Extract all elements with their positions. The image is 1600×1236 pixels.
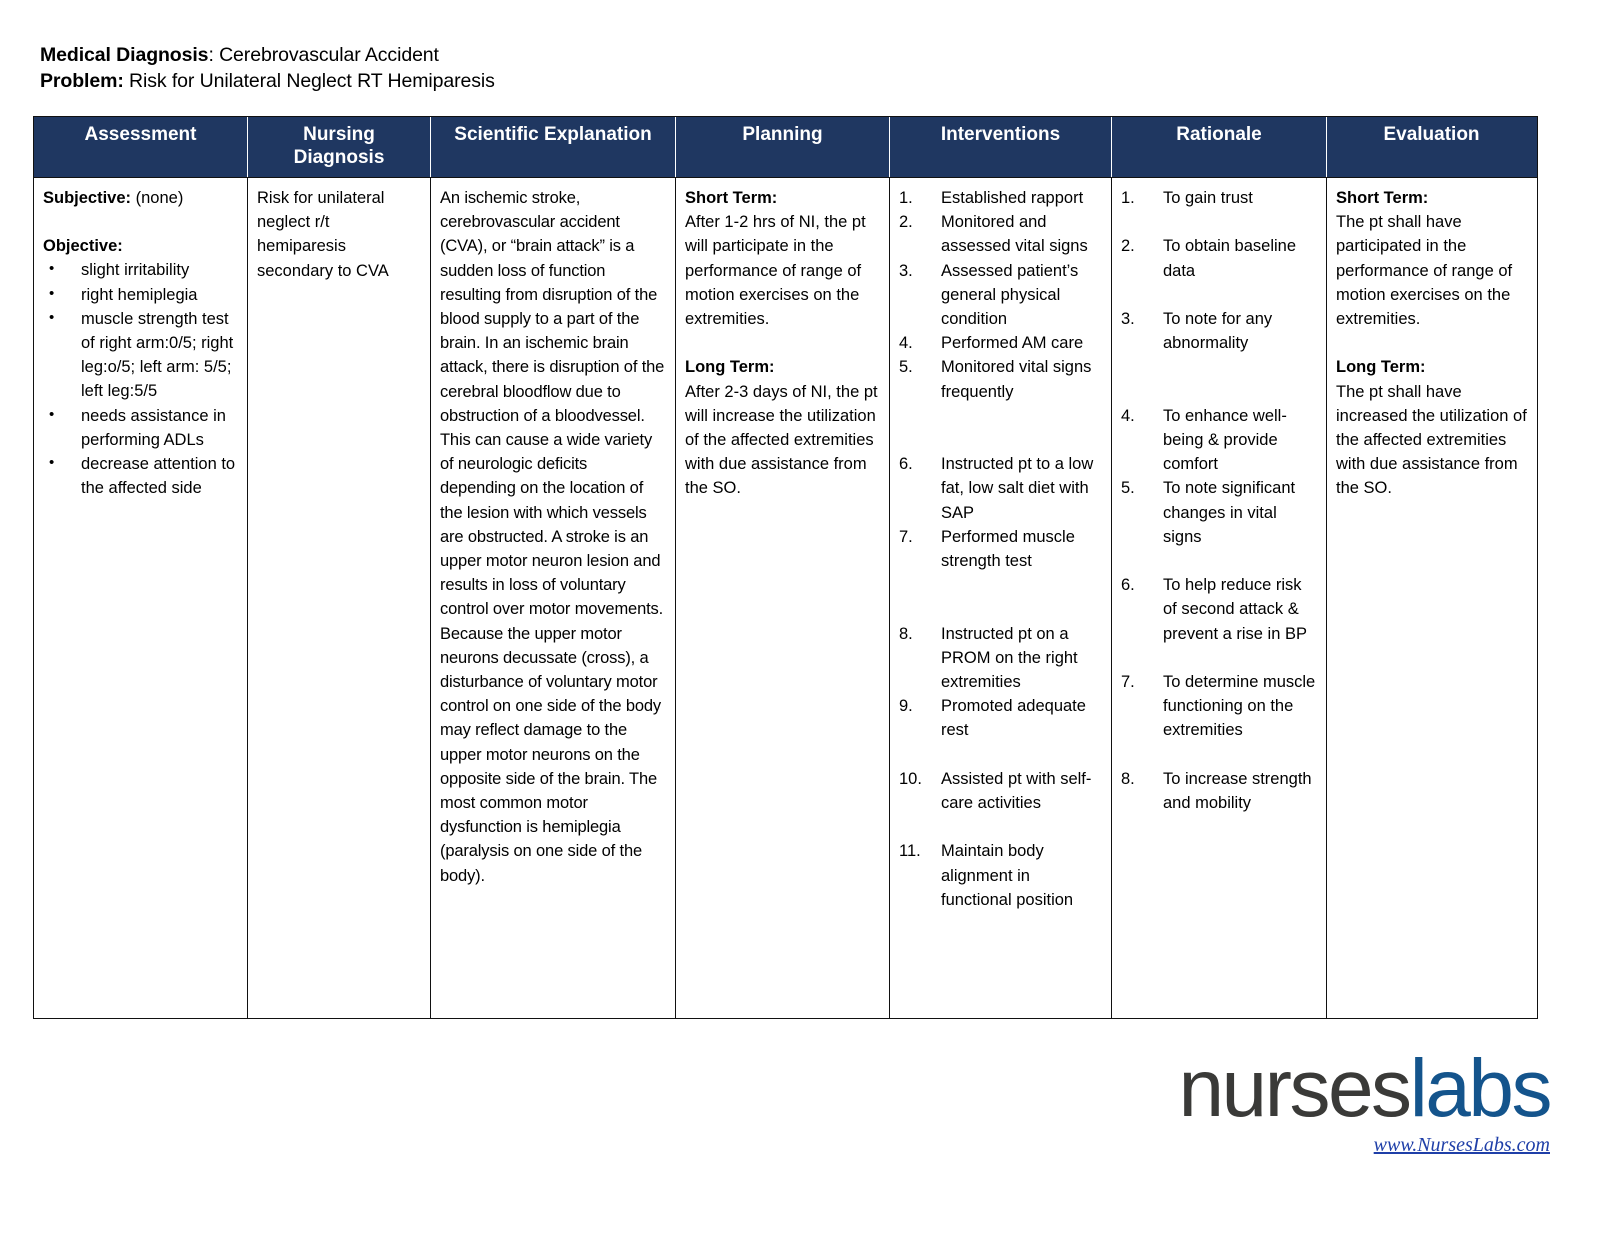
list-item-text: Assessed patient’s general physical condition xyxy=(941,261,1079,329)
wordmark-labs: labs xyxy=(1409,1043,1550,1134)
cell-evaluation xyxy=(1327,178,1536,1018)
nursing-diagnosis-text: Risk for unilateral neglect r/t hemiparesis secondary to CVA xyxy=(257,189,389,280)
list-item-text: Instructed pt to a low fat, low salt diet with SAP xyxy=(941,455,1094,522)
evaluation-long-term-text: The pt shall have increased the utilization of the affected extremities with due assistance from the SO. xyxy=(1336,382,1527,498)
table-body-row xyxy=(34,177,1537,1018)
list-item xyxy=(899,186,1102,210)
list-item-number: 7. xyxy=(1121,672,1135,691)
list-item-text: To enhance well-being & provide comfort xyxy=(1163,406,1287,474)
list-item-text: To determine muscle functioning on the extremities xyxy=(1163,672,1316,740)
planning-long-term-text: After 2-3 days of NI, the pt will increase the utilization of the affected extremities with due assistance from the SO. xyxy=(685,382,878,498)
list-item xyxy=(1121,186,1317,210)
list-item-number: 5. xyxy=(1121,479,1135,498)
list-item-text: Promoted adequate rest xyxy=(941,697,1086,740)
planning-short-term-group xyxy=(685,186,880,331)
list-item xyxy=(899,452,1102,525)
evaluation-short-term-label: Short Term: xyxy=(1336,189,1429,207)
medical-diagnosis-value: Cerebrovascular Accident xyxy=(219,44,439,66)
planning-long-term-label: Long Term: xyxy=(685,358,775,377)
column-header-planning-label: Planning xyxy=(742,124,823,145)
list-item-text: Assisted pt with self-care activities xyxy=(941,769,1092,813)
evaluation-long-term-label: Long Term: xyxy=(1336,358,1426,377)
cell-nursing-diagnosis xyxy=(248,178,431,1018)
list-item-text: Instructed pt on a PROM on the right extremities xyxy=(941,624,1078,692)
list-item: • slight irritability xyxy=(43,258,238,282)
list-item xyxy=(1121,767,1317,815)
list-item: • needs assistance in performing ADLs xyxy=(43,404,238,452)
scientific-explanation-text: An ischemic stroke, cerebrovascular accident (CVA), or “brain attack” is a sudden loss of function resulting from disruption of the blood supply to a part of the brain. In an ischemic brain attack, there is disruption of the cerebral bloodflow due to obstruction of a bloodvessel. This can cause a wide variety of neurologic deficits depending on the location of the lesion with which vessels are obstructed. A stroke is an upper motor neuron lesion and results in loss of voluntary control over motor movements. Because the upper motor neurons decussate (cross), a disturbance of voluntary motor control on one side of the body may reflect damage to the upper motor neurons on the opposite side of the brain. The most common motor dysfunction is hemiplegia (paralysis on one side of the body). xyxy=(440,189,665,885)
list-item-text: Performed muscle strength test xyxy=(941,527,1075,571)
column-header-assessment xyxy=(34,117,248,177)
list-item-number: 10. xyxy=(899,769,922,788)
list-item xyxy=(1121,476,1317,549)
list-item xyxy=(899,839,1102,912)
subjective-label: Subjective: xyxy=(43,189,132,207)
column-header-evaluation-label: Evaluation xyxy=(1383,124,1480,145)
nurseslabs-logo xyxy=(1010,1043,1550,1157)
column-header-nursing-diagnosis xyxy=(248,117,431,177)
list-item-number: 3. xyxy=(899,261,913,280)
evaluation-short-term-text: The pt shall have participated in the performance of range of motion exercises on the extremities. xyxy=(1336,213,1513,329)
document-heading xyxy=(40,42,495,94)
nurseslabs-wordmark xyxy=(1010,1043,1550,1134)
list-item xyxy=(899,259,1102,332)
cell-planning xyxy=(676,178,890,1018)
list-item-number: 3. xyxy=(1121,309,1135,328)
column-header-assessment-label: Assessment xyxy=(84,124,197,145)
list-item-number: 4. xyxy=(1121,406,1135,425)
list-item-text: To gain trust xyxy=(1163,189,1253,207)
list-item: • decrease attention to the affected side xyxy=(43,452,238,500)
list-item xyxy=(899,210,1102,258)
list-item-text: Maintain body alignment in functional position xyxy=(941,842,1074,909)
subjective-value: (none) xyxy=(131,189,184,207)
list-item: • right hemiplegia xyxy=(43,283,238,307)
list-item-text: Performed AM care xyxy=(941,334,1084,353)
medical-diagnosis-separator: : xyxy=(208,44,220,66)
list-item-text: To note significant changes in vital signs xyxy=(1163,479,1296,546)
objective-label: Objective: xyxy=(43,237,123,256)
rationale-list xyxy=(1121,186,1317,815)
list-item-number: 5. xyxy=(899,358,913,377)
medical-diagnosis-line xyxy=(40,42,495,68)
cell-interventions xyxy=(890,178,1112,1018)
list-item-text: To note for any abnormality xyxy=(1163,309,1273,353)
list-item xyxy=(1121,573,1317,646)
objective-list xyxy=(43,258,238,500)
planning-long-term-group xyxy=(685,355,880,500)
list-item-number: 6. xyxy=(1121,576,1135,595)
problem-value: Risk for Unilateral Neglect RT Hemiparesis xyxy=(123,70,495,92)
list-item-text: To help reduce risk of second attack & prevent a rise in BP xyxy=(1163,576,1307,643)
column-header-interventions-label: Interventions xyxy=(940,124,1061,145)
list-item-number: 1. xyxy=(1121,189,1135,207)
list-item-text: To increase strength and mobility xyxy=(1163,769,1312,812)
subjective-line xyxy=(43,186,238,210)
column-header-rationale xyxy=(1112,117,1327,177)
list-item-number: 7. xyxy=(899,527,913,546)
list-item xyxy=(899,694,1102,742)
list-item xyxy=(1121,234,1317,282)
list-item-number: 8. xyxy=(899,624,913,643)
list-item-number: 4. xyxy=(899,334,913,353)
cell-assessment xyxy=(34,178,248,1018)
table-header-row xyxy=(34,117,1537,177)
medical-diagnosis-label: Medical Diagnosis xyxy=(40,44,209,66)
list-item-number: 2. xyxy=(1121,237,1135,256)
column-header-planning xyxy=(676,117,890,177)
evaluation-short-term-group xyxy=(1336,186,1527,331)
list-item-number: 1. xyxy=(899,189,913,207)
list-item-number: 11. xyxy=(899,842,921,861)
list-item xyxy=(1121,307,1317,355)
list-item xyxy=(899,355,1102,403)
list-item: • muscle strength test of right arm:0/5; right leg:o/5; left arm: 5/5; left leg:5/5 xyxy=(43,307,238,404)
column-header-evaluation xyxy=(1327,117,1536,177)
column-header-nursing-diagnosis-line1: Nursing xyxy=(303,124,375,145)
cell-rationale xyxy=(1112,178,1327,1018)
interventions-list xyxy=(899,186,1102,912)
list-item xyxy=(1121,670,1317,743)
list-item-number: 8. xyxy=(1121,769,1135,788)
planning-short-term-text: After 1-2 hrs of NI, the pt will participate in the performance of range of motion exercises on the extremities. xyxy=(685,213,866,329)
column-header-nursing-diagnosis-line2: Diagnosis xyxy=(293,147,385,168)
planning-short-term-label: Short Term: xyxy=(685,189,778,207)
nurseslabs-url[interactable]: www.NursesLabs.com xyxy=(1373,1134,1550,1156)
list-item-text: Monitored vital signs frequently xyxy=(941,358,1092,401)
column-header-scientific-explanation xyxy=(431,117,676,177)
list-item-text: Monitored and assessed vital signs xyxy=(941,213,1088,256)
problem-label: Problem: xyxy=(40,70,124,92)
column-header-scientific-explanation-label: Scientific Explanation xyxy=(454,124,652,145)
list-item-text: Established rapport xyxy=(941,189,1084,207)
column-header-rationale-label: Rationale xyxy=(1176,124,1262,145)
care-plan-table xyxy=(33,116,1538,1019)
problem-line xyxy=(40,68,495,94)
list-item xyxy=(899,331,1102,355)
list-item xyxy=(899,767,1102,815)
list-item-number: 9. xyxy=(899,697,913,716)
column-header-interventions xyxy=(890,117,1112,177)
wordmark-nurses: nurses xyxy=(1178,1043,1410,1134)
list-item xyxy=(899,525,1102,573)
list-item xyxy=(899,622,1102,695)
list-item-text: To obtain baseline data xyxy=(1163,237,1297,280)
list-item xyxy=(1121,404,1317,477)
list-item-number: 2. xyxy=(899,213,913,232)
cell-scientific-explanation xyxy=(431,178,676,1018)
assessment-spacer xyxy=(43,210,238,234)
evaluation-long-term-group xyxy=(1336,355,1527,500)
list-item-number: 6. xyxy=(899,455,913,474)
